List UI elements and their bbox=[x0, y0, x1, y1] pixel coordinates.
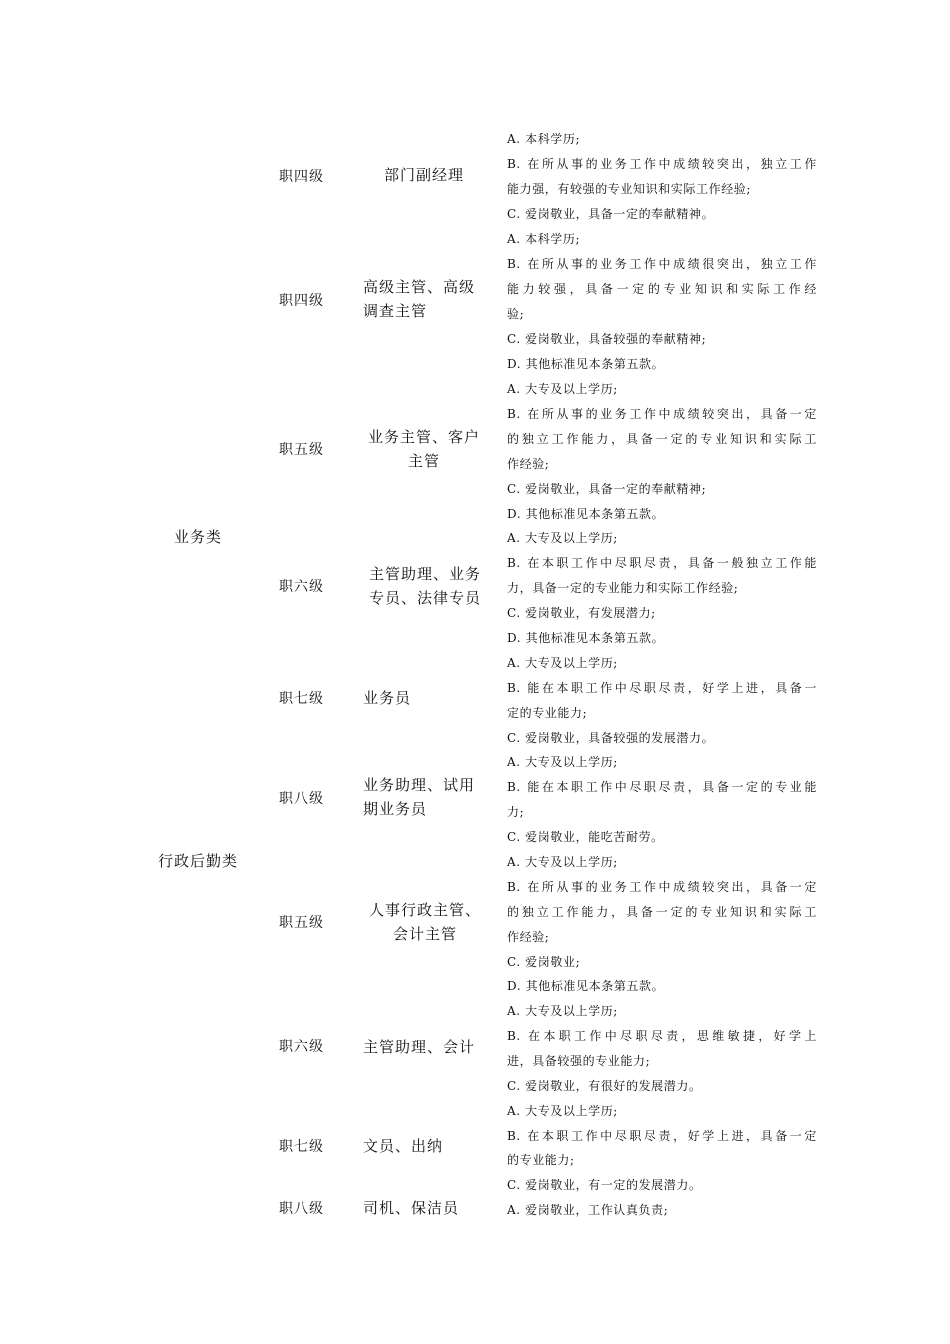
criteria-line: B. 能在本职工作中尽职尽责，好学上进，具备一 bbox=[507, 681, 817, 695]
position-cell bbox=[360, 898, 490, 946]
position-line: 会计主管 bbox=[392, 925, 457, 943]
position-cell bbox=[363, 773, 493, 821]
category-business: 业务类 bbox=[174, 528, 223, 546]
level-cell: 职八级 bbox=[279, 1201, 324, 1217]
criteria-line: C. 爱岗敬业，具备一定的奉献精神。 bbox=[507, 207, 715, 221]
level-cell: 职七级 bbox=[279, 691, 324, 707]
criteria-line: 作经验; bbox=[507, 457, 550, 471]
criteria-line: C. 爱岗敬业，具备一定的奉献精神; bbox=[507, 482, 707, 496]
position-line: 专员、法律专员 bbox=[368, 589, 481, 607]
position-cell bbox=[363, 275, 493, 323]
criteria-line: A. 爱岗敬业，工作认真负责; bbox=[507, 1203, 669, 1217]
criteria-line: 定的专业能力; bbox=[507, 706, 588, 720]
criteria-line: A. 本科学历; bbox=[507, 132, 581, 146]
criteria-line: B. 在所从事的业务工作中成绩较突出，具备一定 bbox=[507, 880, 817, 894]
position-line: 高级主管、高级 bbox=[363, 278, 476, 296]
position-line: 业务助理、试用 bbox=[363, 776, 476, 794]
criteria-line: A. 大专及以上学历; bbox=[507, 755, 618, 769]
criteria-line: B. 在所从事的业务工作中成绩很突出，独立工作 bbox=[507, 257, 817, 271]
position-line: 司机、保洁员 bbox=[363, 1199, 460, 1217]
criteria-line: D. 其他标准见本条第五款。 bbox=[507, 631, 665, 645]
position-line: 部门副经理 bbox=[383, 166, 464, 184]
criteria-line: B. 在本职工作中尽职尽责，好学上进，具备一定 bbox=[507, 1129, 817, 1143]
category-admin-logistics: 行政后勤类 bbox=[158, 852, 239, 870]
position-line: 主管助理、会计 bbox=[363, 1038, 476, 1056]
criteria-line: D. 其他标准见本条第五款。 bbox=[507, 979, 665, 993]
position-line: 文员、出纳 bbox=[363, 1137, 444, 1155]
criteria-line: 的独立工作能力，具备一定的专业知识和实际工 bbox=[507, 432, 817, 446]
criteria-line: 力; bbox=[507, 805, 525, 819]
level-cell: 职七级 bbox=[279, 1139, 324, 1155]
position-cell bbox=[360, 562, 490, 610]
level-cell: 职六级 bbox=[279, 579, 324, 595]
criteria-line: C. 爱岗敬业，有发展潜力; bbox=[507, 606, 656, 620]
criteria-line: B. 在所从事的业务工作中成绩较突出，独立工作 bbox=[507, 157, 817, 171]
criteria-line: D. 其他标准见本条第五款。 bbox=[507, 507, 665, 521]
level-cell: 职四级 bbox=[279, 293, 324, 309]
position-cell bbox=[363, 1134, 493, 1158]
criteria-line: A. 大专及以上学历; bbox=[507, 1004, 618, 1018]
position-cell bbox=[362, 425, 486, 473]
criteria-line: 作经验; bbox=[507, 930, 550, 944]
criteria-line: A. 大专及以上学历; bbox=[507, 531, 618, 545]
criteria-line: 进，具备较强的专业能力; bbox=[507, 1054, 651, 1068]
criteria-line: C. 爱岗敬业，能吃苦耐劳。 bbox=[507, 830, 664, 844]
criteria-line: 能力较强，具备一定的专业知识和实际工作经 bbox=[507, 282, 817, 296]
criteria-line: 的专业能力; bbox=[507, 1153, 575, 1167]
criteria-line: C. 爱岗敬业; bbox=[507, 955, 581, 969]
criteria-line: A. 本科学历; bbox=[507, 232, 581, 246]
criteria-line: C. 爱岗敬业，有一定的发展潜力。 bbox=[507, 1178, 702, 1192]
level-cell: 职五级 bbox=[279, 442, 324, 458]
position-cell bbox=[363, 1035, 493, 1059]
criteria-line: A. 大专及以上学历; bbox=[507, 1104, 618, 1118]
criteria-line: 的独立工作能力，具备一定的专业知识和实际工 bbox=[507, 905, 817, 919]
criteria-line: A. 大专及以上学历; bbox=[507, 382, 618, 396]
position-line: 人事行政主管、 bbox=[368, 901, 481, 919]
position-line: 主管助理、业务 bbox=[368, 565, 481, 583]
position-cell bbox=[363, 1196, 493, 1220]
criteria-line: D. 其他标准见本条第五款。 bbox=[507, 357, 665, 371]
criteria-line: 力，具备一定的专业能力和实际工作经验; bbox=[507, 581, 739, 595]
criteria-line: 验; bbox=[507, 307, 525, 321]
criteria-line: C. 爱岗敬业，具备较强的奉献精神; bbox=[507, 332, 707, 346]
level-cell: 职四级 bbox=[279, 169, 324, 185]
level-cell: 职五级 bbox=[279, 915, 324, 931]
criteria-line: C. 爱岗敬业，具备较强的发展潜力。 bbox=[507, 731, 715, 745]
position-cell bbox=[363, 686, 483, 710]
criteria-line: B. 在所从事的业务工作中成绩较突出，具备一定 bbox=[507, 407, 817, 421]
criteria-line: A. 大专及以上学历; bbox=[507, 656, 618, 670]
criteria-line: B. 在本职工作中尽职尽责，具备一般独立工作能 bbox=[507, 556, 817, 570]
position-line: 业务员 bbox=[363, 689, 412, 707]
criteria-line: B. 能在本职工作中尽职尽责，具备一定的专业能 bbox=[507, 780, 817, 794]
position-cell bbox=[366, 163, 482, 187]
criteria-line: C. 爱岗敬业，有很好的发展潜力。 bbox=[507, 1079, 702, 1093]
position-line: 期业务员 bbox=[363, 800, 428, 818]
level-cell: 职六级 bbox=[279, 1039, 324, 1055]
position-line: 业务主管、客户 bbox=[367, 428, 480, 446]
criteria-line: B. 在本职工作中尽职尽责，思维敏捷，好学上 bbox=[507, 1029, 817, 1043]
level-cell: 职八级 bbox=[279, 791, 324, 807]
criteria-line: 能力强，有较强的专业知识和实际工作经验; bbox=[507, 182, 752, 196]
position-line: 主管 bbox=[407, 452, 440, 470]
criteria-line: A. 大专及以上学历; bbox=[507, 855, 618, 869]
position-line: 调查主管 bbox=[363, 302, 428, 320]
